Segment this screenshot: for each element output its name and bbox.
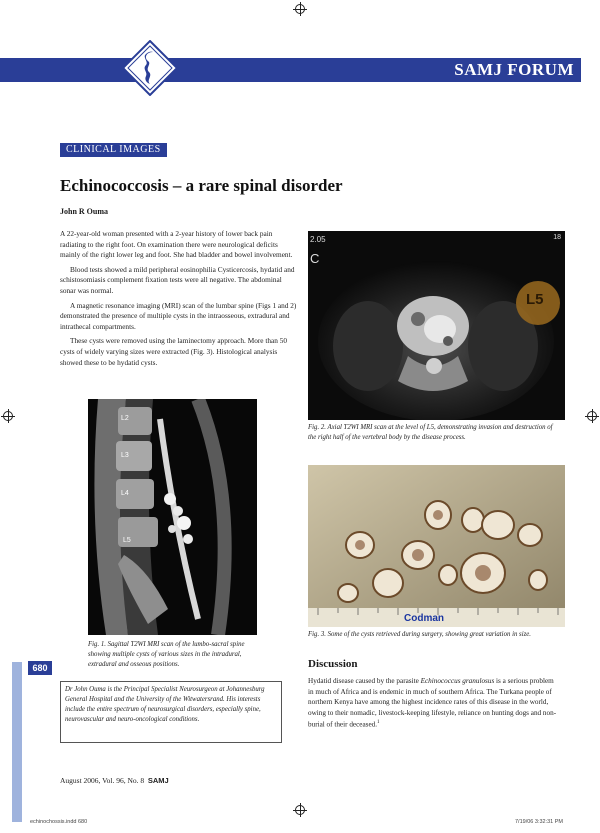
article-title: Echinococcosis – a rare spinal disorder bbox=[60, 176, 343, 195]
article-body bbox=[60, 229, 298, 372]
discussion-body bbox=[308, 676, 558, 730]
figure-1-caption: Fig. 1. Sagittal T2WI MRI scan of the lumbo-sacral spine showing multiple cysts of various sizes in the intradural, extradural and osseous positions. bbox=[88, 641, 245, 668]
page-number-badge: 680 bbox=[28, 661, 52, 675]
vertebra-label: L4 bbox=[121, 490, 129, 497]
figure-2-axial-mri bbox=[308, 231, 565, 420]
discussion-text: is a serious problem in much of Africa and is endemic in much of southern Africa. The Turkana people of northern Kenya have among the highest incidence rates of this disease in the world, owing to their nomadic, livestock-keeping lifestyle, reliance on hunting dogs and non-burial of their deceased. bbox=[308, 677, 557, 729]
section-tag: CLINICAL IMAGES bbox=[60, 143, 167, 157]
vertebra-label: L3 bbox=[121, 452, 129, 459]
discussion-heading: Discussion bbox=[308, 658, 358, 670]
issue-info: August 2006, Vol. 96, No. 8 bbox=[60, 776, 145, 785]
registration-mark-top bbox=[295, 4, 305, 14]
mri-overlay-label: 18 bbox=[553, 234, 561, 241]
discussion-text: Hydatid disease caused by the parasite bbox=[308, 677, 421, 685]
registration-mark-right bbox=[587, 411, 597, 421]
seahorse-diamond-logo-icon bbox=[122, 40, 178, 96]
vertebra-label: L5 bbox=[123, 537, 131, 544]
figure-3-caption: Fig. 3. Some of the cysts retrieved during surgery, showing great variation in size. bbox=[308, 631, 531, 638]
author-name: John R Ouma bbox=[60, 207, 109, 216]
registration-mark-left bbox=[3, 411, 13, 421]
body-paragraph: A magnetic resonance imaging (MRI) scan of the lumbar spine (Figs 1 and 2) demonstrated the presence of multiple cysts in the intraosseous, extradural and intrathecal compartments. bbox=[60, 300, 297, 331]
banner-title: SAMJ FORUM bbox=[454, 60, 574, 79]
mri-level-label: L5 bbox=[526, 291, 544, 308]
journal-name: SAMJ bbox=[147, 776, 169, 785]
author-bio-box: Dr John Ouma is the Principal Specialist Neurosurgeon at Johannesburg General Hospital and the University of the Witwatersrand. His interests include the entire spectrum of neurosurgical disorders, especially spine, neurovascular and neuro-oncological conditions. bbox=[60, 681, 282, 743]
margin-color-bar bbox=[12, 662, 22, 822]
body-paragraph: Blood tests showed a mild peripheral eosinophilia Cysticercosis, hydatid and schistosomiasis complement fixation tests were all negative. The abdominal sonar was normal. bbox=[60, 264, 295, 295]
ruler-brand-label: Codman bbox=[404, 613, 444, 624]
reference-marker: 1 bbox=[377, 720, 380, 726]
issue-footer bbox=[60, 776, 169, 785]
registration-mark-bottom bbox=[295, 805, 305, 815]
vertebra-label: L2 bbox=[121, 415, 129, 422]
print-slug-timestamp: 7/19/06 3:32:31 PM bbox=[515, 819, 564, 825]
figure-2-caption: Fig. 2. Axial T2WI MRI scan at the level of L5, demonstrating invasion and destruction of the right half of the vertebral body by the disease process. bbox=[308, 424, 553, 441]
mri-overlay-label: 2.05 bbox=[310, 235, 326, 244]
species-name: Echinococcus granulosus bbox=[420, 677, 495, 685]
figure-3-cysts-photo bbox=[308, 465, 565, 627]
mri-overlay-label: C bbox=[310, 251, 320, 266]
body-paragraph: A 22-year-old woman presented with a 2-year history of lower back pain radiating to the right foot. On examination there were neurological deficits mainly of the right lower leg and foot. She had bladder and bowel involvement. bbox=[60, 229, 293, 260]
figure-1-sagittal-mri bbox=[88, 399, 257, 635]
body-paragraph: These cysts were removed using the laminectomy approach. More than 50 cysts of widely varying sizes were extracted (Fig. 3). Histological analysis showed these to be hydatid cysts. bbox=[60, 336, 288, 367]
print-slug-file: echinochossis.indd 680 bbox=[30, 819, 88, 825]
